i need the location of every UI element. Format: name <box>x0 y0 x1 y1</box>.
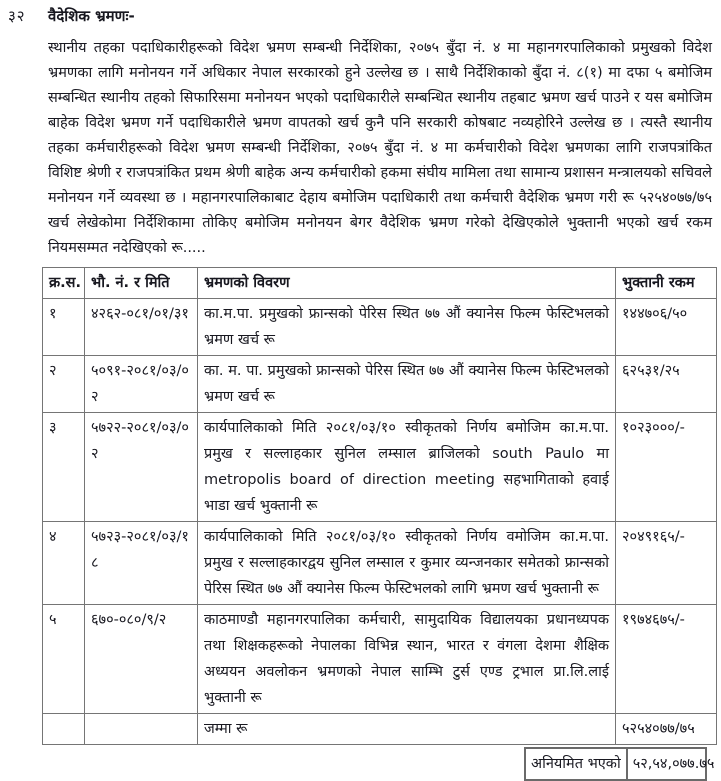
total-label-cell: जम्मा रू <box>198 714 616 745</box>
cell-sn: ४ <box>43 522 85 605</box>
col-header-sn: क्र.स. <box>43 268 85 299</box>
col-header-description: भ्रमणको विवरण <box>198 268 616 299</box>
empty-cell <box>85 714 198 745</box>
cell-voucher: ५७२३-२०८१/०३/१८ <box>85 522 198 605</box>
cell-amount: २०४९१६५/- <box>616 522 717 605</box>
cell-amount: १४४७०६/५० <box>616 299 717 356</box>
table-row <box>43 299 717 356</box>
cell-sn: २ <box>43 356 85 413</box>
cell-amount: ६२५३१/२५ <box>616 356 717 413</box>
cell-voucher: ५०९१-२०८१/०३/०२ <box>85 356 198 413</box>
body-paragraph: स्थानीय तहका पदाधिकारीहरूको विदेश भ्रमण सम्बन्धी निर्देशिका, २०७५ बुँदा नं. ४ मा महानगरपालिकाको प्रमुखको विदेश भ्रमणका लागि मनोनयन गर्ने अधिकार नेपाल सरकारको हुने उल्लेख छ । साथै निर्देशिकाको बुँदा नं. ८(१) मा दफा ५ बमोजिम सम्बन्धित स्थानीय तहको सिफारिसमा मनोनयन भएको पदाधिकारीले सम्बन्धित स्थानीय तहबाट भ्रमण खर्च पाउने र यस बमोजिम बाहेक विदेश भ्रमण गर्ने पदाधिकारीले भ्रमण वापतको खर्च कुनै पनि सरकारी कोषबाट नव्यहोरिने उल्लेख छ । त्यस्तै स्थानीय तहका कर्मचारीहरूको विदेश भ्रमण सम्बन्धी निर्देशिका, २०७५ बुँदा नं. ४ मा कर्मचारीको विदेश भ्रमणका लागि राजपत्रांकित विशिष्ट श्रेणी र राजपत्रांकित प्रथम श्रेणी बाहेक अन्य कर्मचारीको हकमा संघीय मामिला तथा सामान्य प्रशासन मन्त्रालयको सचिवले मनोनयन गर्ने व्यवस्था छ । महानगरपालिकाबाट देहाय बमोजिम पदाधिकारी तथा कर्मचारी वैदेशिक भ्रमण गरी रू ५२५४०७७/७५ खर्च लेखेकोमा निर्देशिकामा तोकिए बमोजिम मनोनयन बेगर वैदेशिक भ्रमण गरेको देखिएकोले भुक्तानी भएको खर्च रकम नियमसम्मत नदेखिएको रू..... <box>48 40 712 256</box>
table-header-row <box>43 268 717 299</box>
cell-description: कार्यपालिकाको मिति २०८१/०३/१० स्वीकृतको निर्णय बमोजिम का.म.पा. प्रमुख र सल्लाहकार सुनिल लम्साल ब्राजिलको south Paulo मा metropolis board of direction meeting सहभागिताको हवाई भाडा खर्च भुक्तानी रू <box>198 413 616 522</box>
table-total-row <box>43 714 717 745</box>
table-row <box>43 413 717 522</box>
cell-description: का.म.पा. प्रमुखको फ्रान्सको पेरिस स्थित ७७ औं क्यानेस फिल्म फेस्टिभलको भ्रमण खर्च रू <box>198 299 616 356</box>
section-number: ३२ <box>8 7 26 25</box>
cell-voucher: ४२६२-०८१/०१/३१ <box>85 299 198 356</box>
cell-description: का. म. पा. प्रमुखको फ्रान्सको पेरिस स्थित ७७ औं क्यानेस फिल्म फेस्टिभलको भ्रमण खर्च रू <box>198 356 616 413</box>
cell-sn: १ <box>43 299 85 356</box>
table-header <box>43 268 717 299</box>
table-row <box>43 356 717 413</box>
cell-voucher: ६७०-०८०/९/२ <box>85 605 198 714</box>
col-header-amount: भुक्तानी रकम <box>616 268 717 299</box>
table-row <box>43 605 717 714</box>
cell-description: काठमाण्डौ महानगरपालिका कर्मचारी, सामुदायिक विद्यालयका प्रधानध्यपक तथा शिक्षकहरूको नेपालका विभिन्न स्थान, भारत र वंगला देशमा शैक्षिक अध्ययन अवलोकन भ्रमणको नेपाल साम्भि टुर्स एण्ड ट्रभाल प्रा.लि.लाई भुक्तानी रू <box>198 605 616 714</box>
cell-amount: १०२३०००/- <box>616 413 717 522</box>
irregular-amount-value: ५२,५४,०७७.७५ <box>632 756 715 772</box>
table-body <box>43 299 717 745</box>
irregular-amount-box <box>524 747 715 781</box>
cell-voucher: ५७२२-२०८१/०३/०२ <box>85 413 198 522</box>
section-title: वैदेशिक भ्रमणः- <box>48 7 135 25</box>
irregular-amount-label: अनियमित भएको <box>526 749 628 779</box>
cell-description: कार्यपालिकाको मिति २०८१/०३/१० स्वीकृतको निर्णय वमोजिम का.म.पा. प्रमुख र सल्लाहकारद्वय सुनिल लम्साल र कुमार व्यन्जनकार समेतको फ्रान्सको पेरिस स्थित ७७ औं क्यानेस फिल्म फेस्टिभलको लागि भ्रमण खर्च भुक्तानी रू <box>198 522 616 605</box>
col-header-voucher: भौ. नं. र मिति <box>85 268 198 299</box>
total-amount-cell: ५२५४०७७/७५ <box>616 714 717 745</box>
empty-cell <box>43 714 85 745</box>
section-heading-row <box>8 6 712 28</box>
cell-sn: ५ <box>43 605 85 714</box>
cell-sn: ३ <box>43 413 85 522</box>
cell-amount: १९७४६७५/- <box>616 605 717 714</box>
foreign-travel-table <box>42 267 717 745</box>
table-row <box>43 522 717 605</box>
